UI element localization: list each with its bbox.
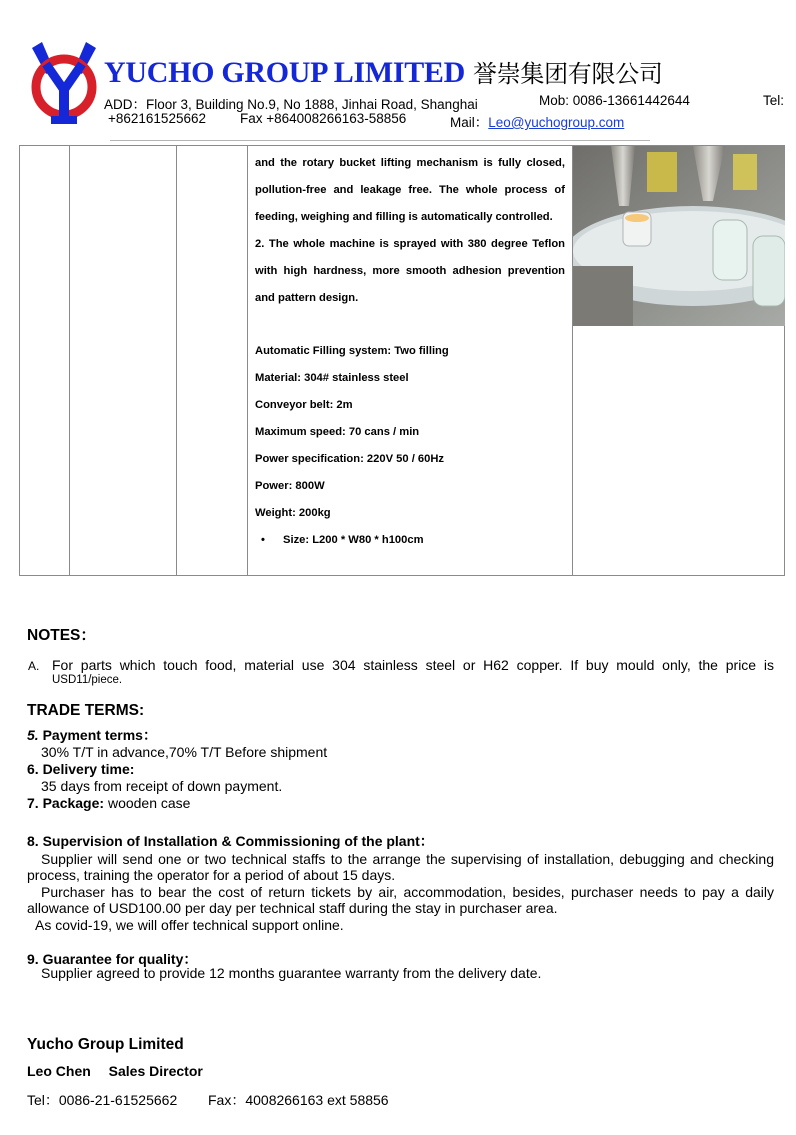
delivery-label: 6. Delivery time: [27,761,135,777]
signature-fax: Fax：4008266163 ext 58856 [208,1092,389,1108]
notes-text: For parts which touch food, material use 304 stainless steel or H62 copper. If buy mould only, the price is [52,657,774,673]
machine-photo [573,146,785,326]
signature-title: Sales Director [108,1063,203,1079]
description-para: and the rotary bucket lifting mechanism is fully closed, pollution-free and leakage free. The whole process of feeding, weighing and filling is automatically controlled. [255,157,565,223]
guarantee-heading: 9. Guarantee for quality： [27,951,198,967]
supervision-text-cont: allowance of USD100.00 per day per technical staff during the stay in purchaser area. [27,900,558,916]
bullet-text: Size: L200 * W80 * h100cm [283,534,424,546]
description-para: 2. The whole machine is sprayed with 380 degree Teflon with high hardness, more smooth adhesion prevention and pattern design. [255,238,565,304]
photo-cell [573,146,785,576]
notes-marker: A. [28,659,40,673]
table-cell [20,146,70,576]
spec-line: Maximum speed: 70 cans / min [255,426,420,438]
notes-text-cont: USD11/piece. [52,674,123,686]
spec-line: Power: 800W [255,480,325,492]
signature-name: Leo Chen [27,1063,91,1079]
address: ADD：Floor 3, Building No.9, No 1888, Jinhai Road, Shanghai [104,97,478,112]
company-name-cn: 誉崇集团有限公司 [473,60,663,88]
package-label: 7. Package: [27,795,105,811]
description-cell [248,146,573,576]
supervision-text: Purchaser has to bear the cost of return tickets by air, accommodation, besides, purchaser needs to pay a daily [41,884,774,900]
spec-line: Power specification: 220V 50 / 60Hz [255,453,445,465]
notes-heading: NOTES： [27,627,96,644]
supervision-text: Supplier will send one or two technical staffs to the arrange the supervising of installation, debugging and checking [41,851,774,867]
table-row [20,146,785,576]
payment-value: 30% T/T in advance,70% T/T Before shipment [41,744,328,760]
tel-number: +862161525662 [108,111,206,126]
supervision-text: As covid-19, we will offer technical support online. [35,917,344,933]
fax: Fax +864008266163-58856 [240,111,407,126]
supervision-heading: 8. Supervision of Installation & Commissioning of the plant： [27,833,434,849]
bullet-item [255,527,565,554]
mobile: Mob: 0086-13661442644 [539,93,690,108]
company-logo [28,42,100,126]
trade-terms-heading: TRADE TERMS: [27,702,145,719]
company-name: YUCHO GROUP LIMITED 誉崇集团有限公司 [104,56,663,89]
guarantee-text: Supplier agreed to provide 12 months guarantee warranty from the delivery date. [41,965,542,981]
mail-label: Mail： [450,115,489,130]
spec-line: Automatic Filling system: Two filling [255,345,449,357]
payment-label: Payment terms： [42,727,157,743]
supervision-text-cont: process, training the operator for a period of about 15 days. [27,867,396,883]
tel-label: Tel: [763,93,785,108]
email-link[interactable]: Leo@yuchogroup.com [488,115,625,130]
delivery-value: 35 days from receipt of down payment. [41,778,283,794]
payment-number: 5. [27,727,39,743]
table-cell [177,146,248,576]
package-value: wooden case [107,795,191,811]
spec-line: Conveyor belt: 2m [255,399,353,411]
table-cell [70,146,177,576]
spec-line: Weight: 200kg [255,507,331,519]
spec-table [19,145,785,576]
signature-company: Yucho Group Limited [27,1036,184,1053]
description-gap [255,312,565,338]
signature-tel: Tel：0086-21-61525662 [27,1092,178,1108]
bullet-dot-icon: • [261,534,265,546]
spec-line: Material: 304# stainless steel [255,372,409,384]
header-divider [110,140,650,141]
